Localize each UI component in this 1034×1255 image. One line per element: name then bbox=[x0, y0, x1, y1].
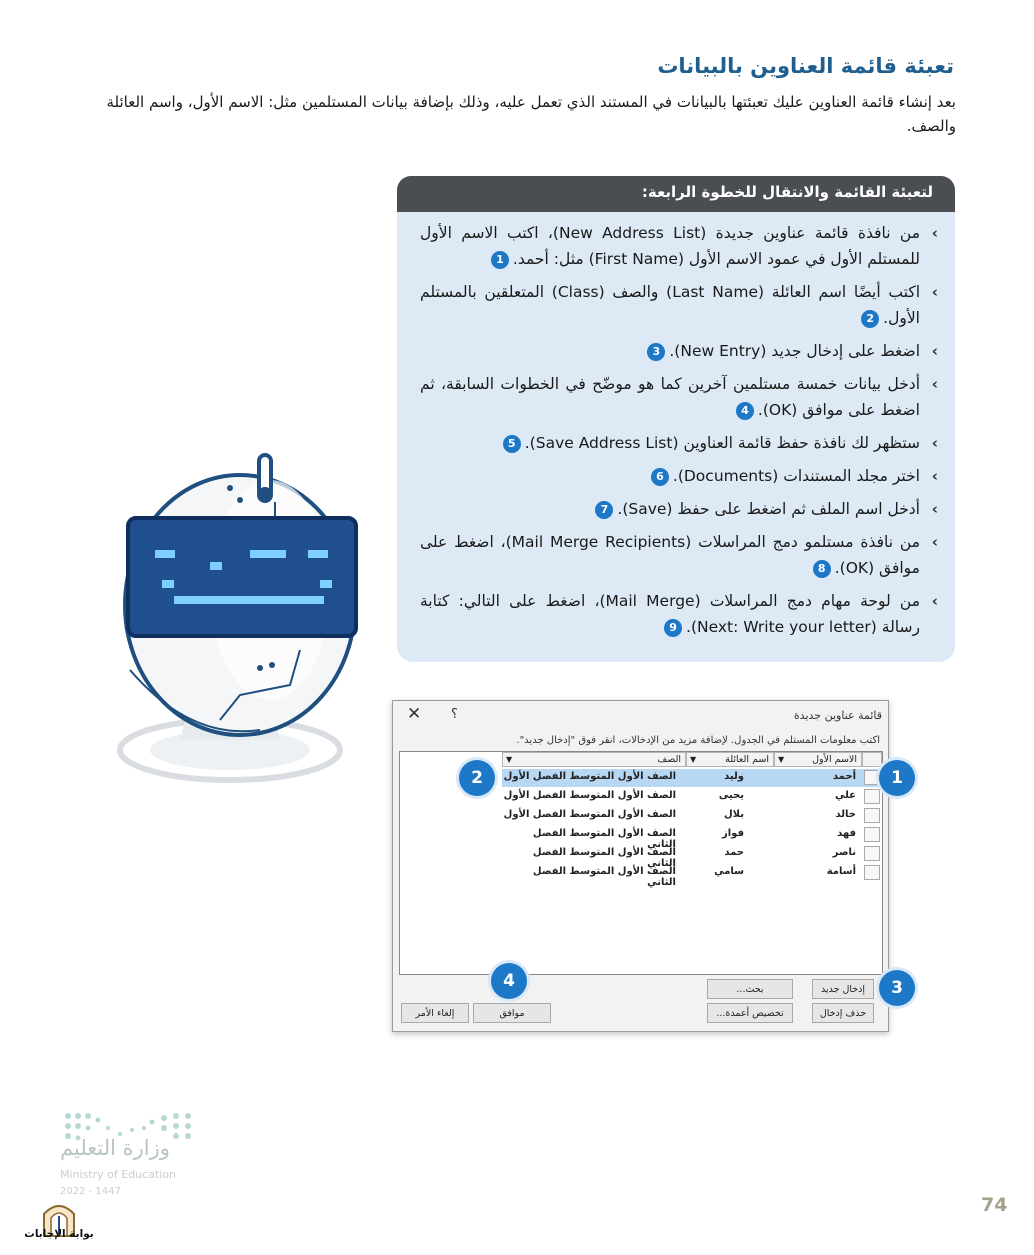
step-item: › أدخل بيانات خمسة مستلمين آخرين كما هو موضّح في الخطوات السابقة، ثم اضغط على موافق (OK).4 bbox=[420, 371, 938, 423]
table-row[interactable] bbox=[502, 807, 882, 825]
cell-class: الصف الأول المتوسط الفصل الثاني bbox=[532, 828, 676, 850]
row-selector-header bbox=[862, 752, 882, 767]
cell-class: الصف الأول المتوسط الفصل الأول bbox=[503, 809, 676, 820]
delete-entry-button[interactable]: حذف إدخال bbox=[812, 1003, 874, 1023]
cell-class: الصف الأول المتوسط الفصل الأول bbox=[503, 771, 676, 782]
column-first-name[interactable]: الاسم الأول ▼ bbox=[774, 752, 862, 767]
step-badge: 2 bbox=[861, 310, 879, 328]
row-selector[interactable] bbox=[864, 789, 880, 804]
portal-logo bbox=[24, 1185, 94, 1251]
cell-last-name: يحيى bbox=[718, 790, 744, 801]
ministry-name-ar: وزارة التعليم bbox=[60, 1136, 170, 1160]
step-badge: 6 bbox=[651, 468, 669, 486]
step-item: › من نافذة مستلمو دمج المراسلات (Mail Merge Recipients)، اضغط على موافق (OK).8 bbox=[420, 529, 938, 581]
row-selector[interactable] bbox=[864, 846, 880, 861]
step-badge: 1 bbox=[491, 251, 509, 269]
customize-columns-button[interactable]: تخصيص أعمدة... bbox=[707, 1003, 793, 1023]
table-row[interactable] bbox=[502, 845, 882, 869]
step-badge: 7 bbox=[595, 501, 613, 519]
cell-first-name: فهد bbox=[837, 828, 856, 839]
row-selector[interactable] bbox=[864, 827, 880, 842]
portal-name: بوابة الإجابات bbox=[24, 1228, 94, 1240]
step-item: › ستظهر لك نافذة حفظ قائمة العناوين (Save Address List).5 bbox=[420, 430, 938, 456]
table-row[interactable] bbox=[502, 826, 882, 850]
cell-class: الصف الأول المتوسط الفصل الثاني bbox=[532, 866, 676, 888]
cell-first-name: علي bbox=[834, 790, 856, 801]
cell-class: الصف الأول المتوسط الفصل الأول bbox=[503, 790, 676, 801]
cell-first-name: ناصر bbox=[832, 847, 856, 858]
step-badge: 9 bbox=[664, 619, 682, 637]
cell-last-name: وليد bbox=[724, 771, 744, 782]
dropdown-arrow-icon: ▼ bbox=[690, 755, 697, 764]
callout-4: 4 bbox=[491, 963, 527, 999]
callout-1: 1 bbox=[879, 760, 915, 796]
step-item: › من نافذة قائمة عناوين جديدة (New Address List)، اكتب الاسم الأول للمستلم الأول في عمود الاسم الأول (First Name) مثل: أحمد.1 bbox=[420, 220, 938, 272]
ministry-name-en: Ministry of Education bbox=[60, 1168, 177, 1181]
intro-paragraph: بعد إنشاء قائمة العناوين عليك تعبئتها بالبيانات في المستند الذي تعمل عليه، وذلك بإضافة بيانات المستلمين مثل: الاسم الأول، واسم العائلة والصف. bbox=[106, 93, 956, 135]
ministry-year: 2022 - 1447 bbox=[60, 1186, 121, 1197]
steps-panel-header: لتعبئة القائمة والانتقال للخطوة الرابعة: bbox=[397, 176, 955, 212]
table-row[interactable] bbox=[502, 769, 882, 787]
step-item: › أدخل اسم الملف ثم اضغط على حفظ (Save).7 bbox=[420, 496, 938, 522]
cell-last-name: بلال bbox=[723, 809, 744, 820]
dropdown-arrow-icon: ▼ bbox=[778, 755, 785, 764]
row-selector[interactable] bbox=[864, 808, 880, 823]
callout-2: 2 bbox=[459, 760, 495, 796]
steps-list bbox=[420, 220, 938, 647]
new-entry-button[interactable]: إدخال جديد bbox=[812, 979, 874, 999]
step-item: › من لوحة مهام دمج المراسلات (Mail Merge)، اضغط على التالي: كتابة رسالة (Next: Write your letter).9 bbox=[420, 588, 938, 640]
step-item: › اضغط على إدخال جديد (New Entry).3 bbox=[420, 338, 938, 364]
cancel-button[interactable]: إلغاء الأمر bbox=[401, 1003, 469, 1023]
page-number: 74 bbox=[981, 1194, 1008, 1216]
row-selector[interactable] bbox=[864, 770, 880, 785]
help-icon[interactable]: ؟ bbox=[451, 707, 458, 722]
step-item: › اكتب أيضًا اسم العائلة (Last Name) والصف (Class) المتعلقين بالمستلم الأول.2 bbox=[420, 279, 938, 331]
cell-last-name: حمد bbox=[724, 847, 744, 858]
robot-illustration bbox=[100, 440, 390, 800]
table-row[interactable] bbox=[502, 788, 882, 806]
step-badge: 3 bbox=[647, 343, 665, 361]
table-row[interactable] bbox=[502, 864, 882, 888]
dialog-instruction: اكتب معلومات المستلم في الجدول. لإضافة مزيد من الإدخالات، انقر فوق "إدخال جديد". bbox=[516, 735, 880, 746]
grid-header bbox=[502, 752, 882, 768]
step-item: › اختر مجلد المستندات (Documents).6 bbox=[420, 463, 938, 489]
ok-button[interactable]: موافق bbox=[473, 1003, 551, 1023]
close-icon[interactable]: ✕ bbox=[407, 704, 422, 724]
cell-last-name: سامي bbox=[714, 866, 744, 877]
dialog-title: قائمة عناوين جديدة bbox=[793, 709, 882, 722]
callout-3: 3 bbox=[879, 970, 915, 1006]
step-badge: 8 bbox=[813, 560, 831, 578]
step-badge: 4 bbox=[736, 402, 754, 420]
section-heading: تعبئة قائمة العناوين بالبيانات bbox=[657, 54, 954, 78]
new-address-list-dialog bbox=[392, 700, 889, 1032]
row-selector[interactable] bbox=[864, 865, 880, 880]
cell-first-name: أسامة bbox=[826, 866, 856, 877]
cell-last-name: فواز bbox=[721, 828, 744, 839]
cell-first-name: أحمد bbox=[832, 771, 856, 782]
column-last-name[interactable]: اسم العائلة ▼ bbox=[686, 752, 774, 767]
column-class[interactable]: الصف ▼ bbox=[502, 752, 686, 767]
find-button[interactable]: بحث... bbox=[707, 979, 793, 999]
step-badge: 5 bbox=[503, 435, 521, 453]
dropdown-arrow-icon: ▼ bbox=[506, 755, 513, 764]
cell-first-name: خالد bbox=[835, 809, 856, 820]
cell-class: الصف الأول المتوسط الفصل الثاني bbox=[532, 847, 676, 869]
